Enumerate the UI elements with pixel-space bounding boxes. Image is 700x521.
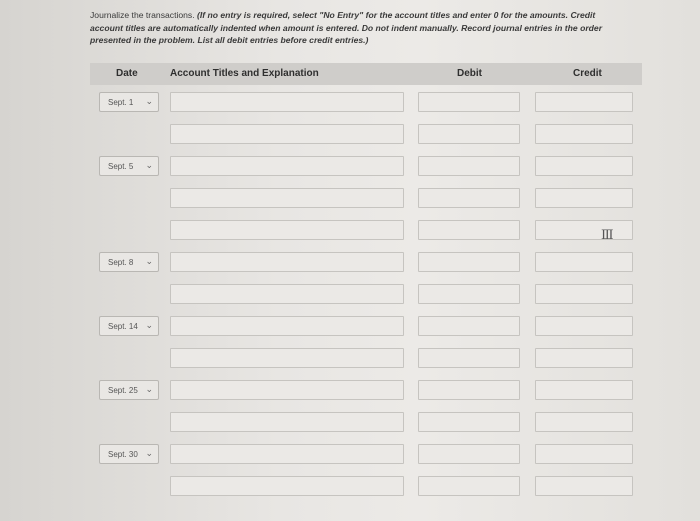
credit-input[interactable] (535, 316, 633, 336)
account-title-input[interactable] (170, 476, 404, 496)
journal-row (0, 124, 700, 146)
debit-input[interactable] (418, 476, 520, 496)
debit-input[interactable] (418, 156, 520, 176)
date-select[interactable] (99, 156, 159, 176)
table-header (90, 63, 642, 85)
debit-input[interactable] (418, 316, 520, 336)
account-title-input[interactable] (170, 220, 404, 240)
account-title-input[interactable] (170, 124, 404, 144)
credit-input[interactable] (535, 444, 633, 464)
account-title-input[interactable] (170, 188, 404, 208)
journal-row (0, 220, 700, 242)
journal-row (0, 92, 700, 114)
credit-input[interactable] (535, 220, 633, 240)
journal-row (0, 316, 700, 338)
date-select[interactable] (99, 444, 159, 464)
date-select-value: Sept. 1 (108, 98, 134, 107)
credit-input[interactable] (535, 380, 633, 400)
credit-input[interactable] (535, 412, 633, 432)
journal-row (0, 188, 700, 210)
header-account-titles: Account Titles and Explanation (170, 68, 319, 79)
debit-input[interactable] (418, 220, 520, 240)
credit-input[interactable] (535, 348, 633, 368)
credit-input[interactable] (535, 156, 633, 176)
credit-input[interactable] (535, 284, 633, 304)
date-select[interactable] (99, 316, 159, 336)
chevron-down-icon: ⌄ (145, 320, 153, 330)
credit-input[interactable] (535, 476, 633, 496)
account-title-input[interactable] (170, 380, 404, 400)
date-select[interactable] (99, 92, 159, 112)
debit-input[interactable] (418, 188, 520, 208)
credit-input[interactable] (535, 124, 633, 144)
date-select[interactable] (99, 380, 159, 400)
account-title-input[interactable] (170, 252, 404, 272)
debit-input[interactable] (418, 92, 520, 112)
date-select-value: Sept. 5 (108, 162, 134, 171)
chevron-down-icon: ⌄ (145, 160, 153, 170)
account-title-input[interactable] (170, 412, 404, 432)
credit-input[interactable] (535, 188, 633, 208)
journal-row (0, 284, 700, 306)
journal-row (0, 348, 700, 370)
chevron-down-icon: ⌄ (145, 448, 153, 458)
instructions-lead: Journalize the transactions. (90, 10, 195, 20)
credit-input[interactable] (535, 252, 633, 272)
account-title-input[interactable] (170, 316, 404, 336)
date-select-value: Sept. 30 (108, 450, 138, 459)
header-date: Date (116, 68, 138, 79)
account-title-input[interactable] (170, 92, 404, 112)
date-select[interactable] (99, 252, 159, 272)
text-cursor-icon: Ⅲ (601, 228, 614, 243)
account-title-input[interactable] (170, 444, 404, 464)
instructions (90, 9, 630, 47)
journal-row (0, 476, 700, 498)
journal-row (0, 412, 700, 434)
header-credit: Credit (573, 68, 602, 79)
debit-input[interactable] (418, 124, 520, 144)
account-title-input[interactable] (170, 284, 404, 304)
debit-input[interactable] (418, 444, 520, 464)
debit-input[interactable] (418, 412, 520, 432)
debit-input[interactable] (418, 380, 520, 400)
date-select-value: Sept. 25 (108, 386, 138, 395)
chevron-down-icon: ⌄ (145, 96, 153, 106)
journal-row (0, 380, 700, 402)
date-select-value: Sept. 14 (108, 322, 138, 331)
debit-input[interactable] (418, 284, 520, 304)
debit-input[interactable] (418, 348, 520, 368)
date-select-value: Sept. 8 (108, 258, 134, 267)
journal-row (0, 156, 700, 178)
account-title-input[interactable] (170, 348, 404, 368)
journal-row (0, 444, 700, 466)
credit-input[interactable] (535, 92, 633, 112)
chevron-down-icon: ⌄ (145, 384, 153, 394)
chevron-down-icon: ⌄ (145, 256, 153, 266)
journal-row (0, 252, 700, 274)
instructions-detail: (If no entry is required, select "No Entry" for the account titles and enter 0 for the amounts. Credit account titles are automatically indented when amount is entered. Do not indent manually. Record journal entries in the order presented in the problem. List all debit entries before credit entries.) (90, 10, 603, 45)
debit-input[interactable] (418, 252, 520, 272)
header-debit: Debit (457, 68, 482, 79)
account-title-input[interactable] (170, 156, 404, 176)
